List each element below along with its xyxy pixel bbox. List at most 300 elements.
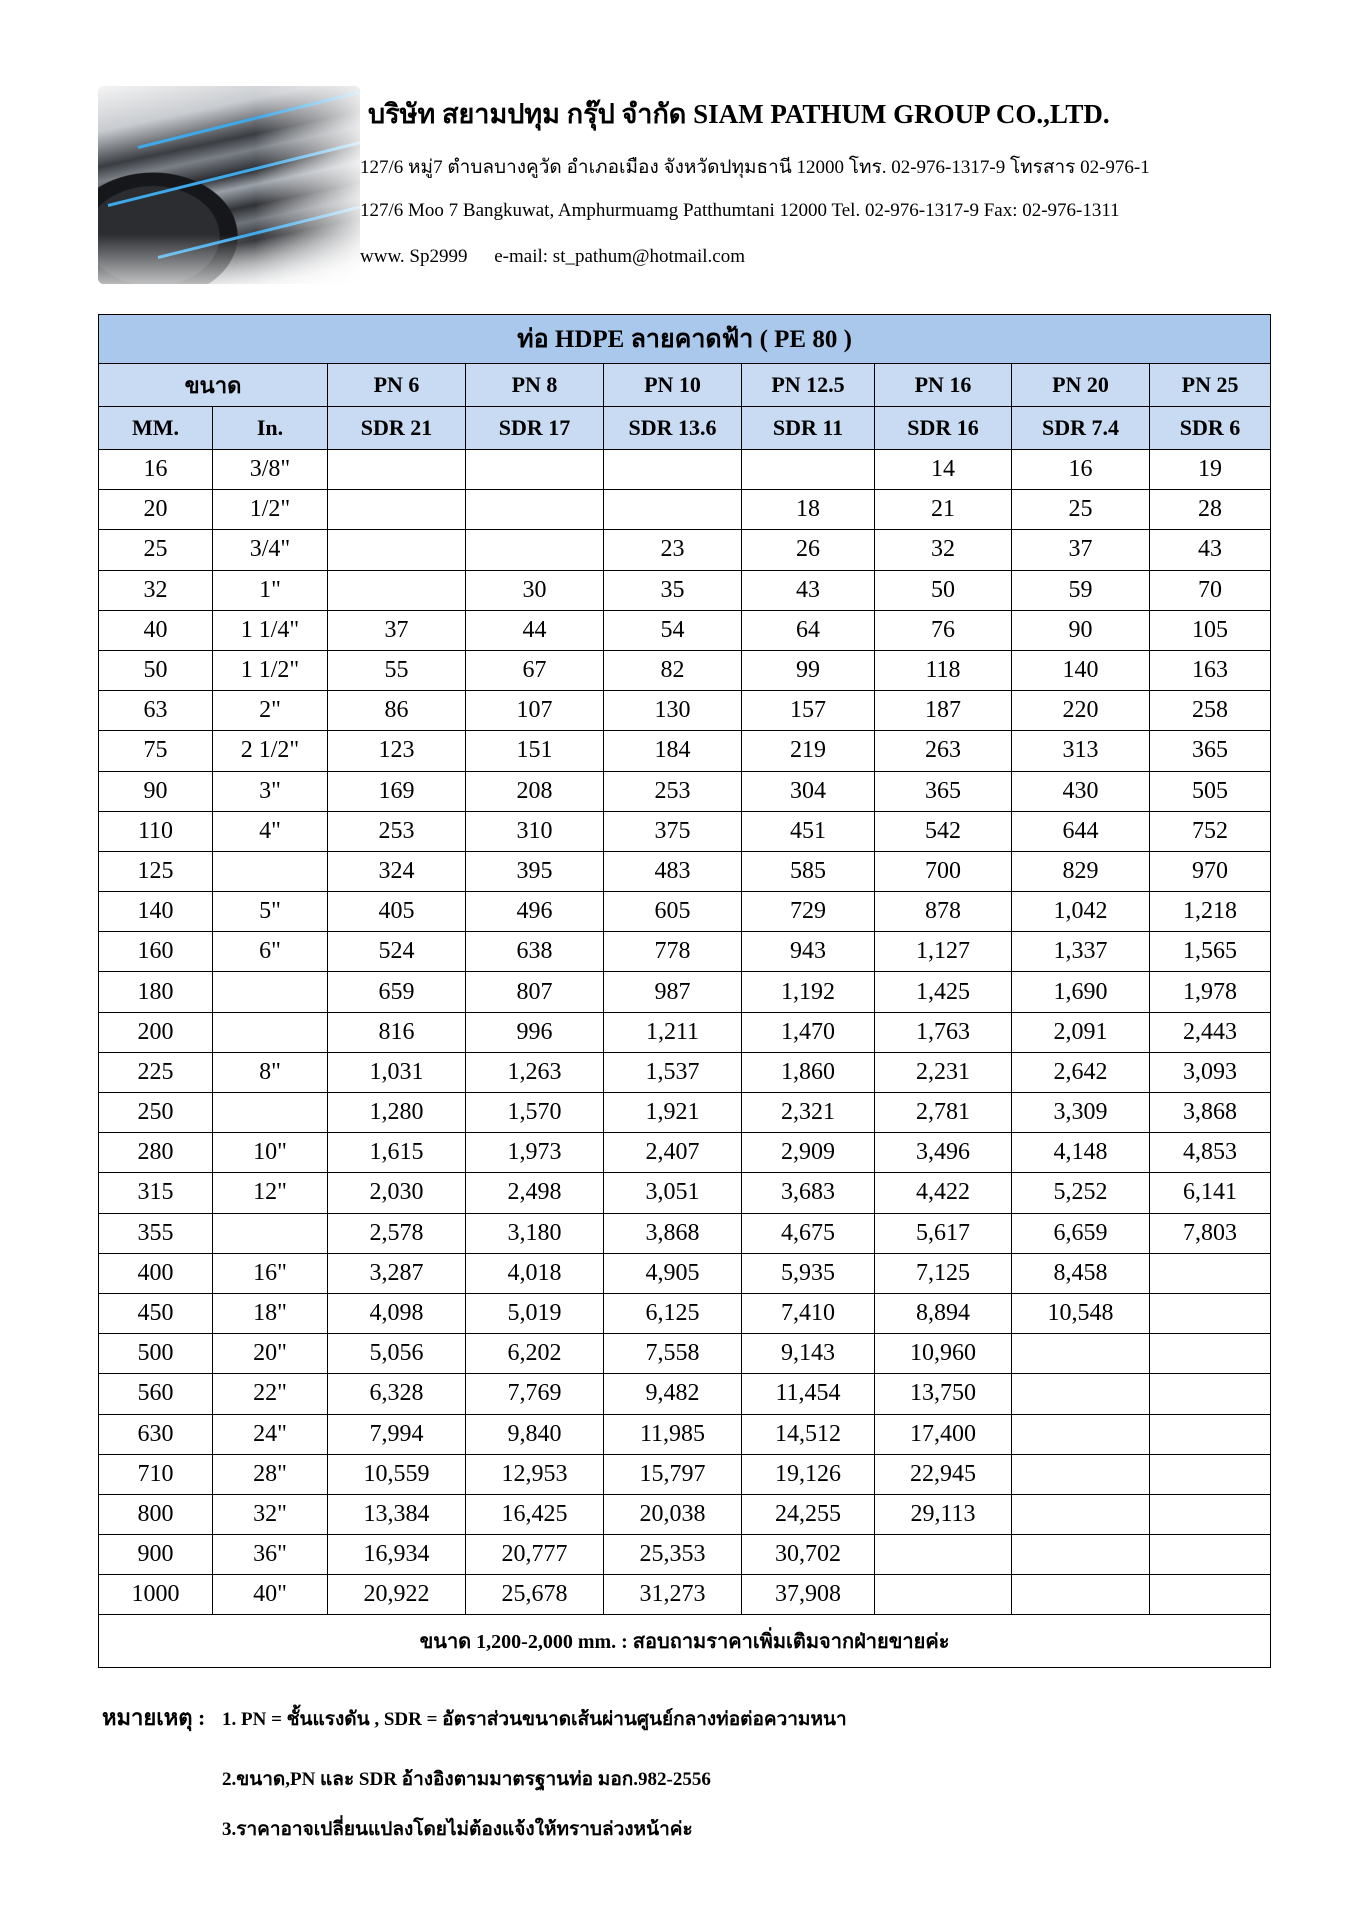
price-cell: 5,252 <box>1012 1173 1150 1213</box>
price-cell: 86 <box>328 691 466 731</box>
price-cell <box>1150 1454 1271 1494</box>
price-cell: 9,143 <box>742 1334 875 1374</box>
remarks-label: หมายเหตุ : <box>102 1705 206 1730</box>
sdr-header: SDR 16 <box>875 407 1012 450</box>
price-cell: 23 <box>604 530 742 570</box>
size-inch-cell: 16" <box>213 1253 328 1293</box>
sdr-header: SDR 21 <box>328 407 466 450</box>
price-cell: 878 <box>875 892 1012 932</box>
price-cell <box>1150 1374 1271 1414</box>
table-row <box>99 851 1271 891</box>
remark-item: 3.ราคาอาจเปลี่ยนแปลงโดยไม่ต้องแจ้งให้ทราบล่วงหน้าค่ะ <box>222 1819 693 1840</box>
price-cell: 483 <box>604 851 742 891</box>
price-cell: 3,868 <box>1150 1093 1271 1133</box>
price-cell: 2,781 <box>875 1093 1012 1133</box>
size-inch-cell: 4" <box>213 811 328 851</box>
size-mm-cell: 800 <box>99 1494 213 1534</box>
price-cell: 76 <box>875 610 1012 650</box>
size-mm-cell: 225 <box>99 1052 213 1092</box>
size-inch-cell: 3/8" <box>213 450 328 490</box>
website-link[interactable]: www. Sp2999 <box>360 246 468 267</box>
table-row <box>99 1535 1271 1575</box>
size-mm-cell: 110 <box>99 811 213 851</box>
price-cell: 15,797 <box>604 1454 742 1494</box>
size-inch-cell: 5" <box>213 892 328 932</box>
table-row <box>99 932 1271 972</box>
price-cell: 313 <box>1012 731 1150 771</box>
sdr-header: SDR 7.4 <box>1012 407 1150 450</box>
table-row <box>99 650 1271 690</box>
pn-header: PN 25 <box>1150 364 1271 407</box>
price-cell: 1,127 <box>875 932 1012 972</box>
price-cell: 184 <box>604 731 742 771</box>
price-cell: 2,443 <box>1150 1012 1271 1052</box>
table-row <box>99 570 1271 610</box>
price-cell: 996 <box>466 1012 604 1052</box>
price-cell: 1,978 <box>1150 972 1271 1012</box>
size-inch-cell: 18" <box>213 1293 328 1333</box>
price-cell: 30 <box>466 570 604 610</box>
price-cell: 8,894 <box>875 1293 1012 1333</box>
price-cell: 3,309 <box>1012 1093 1150 1133</box>
price-cell: 17,400 <box>875 1414 1012 1454</box>
size-inch-cell: 6" <box>213 932 328 972</box>
inch-header: In. <box>213 407 328 450</box>
price-cell: 6,328 <box>328 1374 466 1414</box>
price-cell: 3,180 <box>466 1213 604 1253</box>
table-row <box>99 1575 1271 1615</box>
hdpe-pipe-photo <box>98 86 360 284</box>
price-cell: 1,263 <box>466 1052 604 1092</box>
price-cell <box>1150 1535 1271 1575</box>
size-inch-cell <box>213 1093 328 1133</box>
table-row <box>99 892 1271 932</box>
price-cell: 9,840 <box>466 1414 604 1454</box>
size-mm-cell: 160 <box>99 932 213 972</box>
price-cell: 4,148 <box>1012 1133 1150 1173</box>
sdr-header: SDR 13.6 <box>604 407 742 450</box>
price-cell: 18 <box>742 490 875 530</box>
size-inch-cell: 12" <box>213 1173 328 1213</box>
table-row <box>99 1093 1271 1133</box>
price-cell <box>1150 1253 1271 1293</box>
price-cell: 1,690 <box>1012 972 1150 1012</box>
price-cell <box>1150 1414 1271 1454</box>
size-inch-cell: 3/4" <box>213 530 328 570</box>
size-inch-cell: 36" <box>213 1535 328 1575</box>
size-inch-cell: 28" <box>213 1454 328 1494</box>
price-cell: 50 <box>875 570 1012 610</box>
price-cell: 1,615 <box>328 1133 466 1173</box>
price-cell: 105 <box>1150 610 1271 650</box>
price-cell: 25,353 <box>604 1535 742 1575</box>
price-cell: 64 <box>742 610 875 650</box>
price-cell: 1,042 <box>1012 892 1150 932</box>
price-cell: 1,337 <box>1012 932 1150 972</box>
size-inch-cell: 1 1/4" <box>213 610 328 650</box>
price-cell <box>742 450 875 490</box>
price-cell: 187 <box>875 691 1012 731</box>
price-cell: 7,803 <box>1150 1213 1271 1253</box>
size-mm-cell: 450 <box>99 1293 213 1333</box>
price-cell: 638 <box>466 932 604 972</box>
price-cell: 2,030 <box>328 1173 466 1213</box>
remark-item: 2.ขนาด,PN และ SDR อ้างอิงตามมาตรฐานท่อ มอก.982-2556 <box>222 1769 711 1790</box>
size-mm-cell: 630 <box>99 1414 213 1454</box>
pn-header-row <box>99 364 1271 407</box>
size-mm-cell: 710 <box>99 1454 213 1494</box>
price-cell: 16 <box>1012 450 1150 490</box>
price-cell <box>1012 1374 1150 1414</box>
price-cell: 524 <box>328 932 466 972</box>
table-row <box>99 1173 1271 1213</box>
price-cell: 21 <box>875 490 1012 530</box>
size-header: ขนาด <box>99 364 328 407</box>
price-cell: 3,683 <box>742 1173 875 1213</box>
table-row <box>99 530 1271 570</box>
price-cell: 28 <box>1150 490 1271 530</box>
price-cell: 659 <box>328 972 466 1012</box>
pn-header: PN 20 <box>1012 364 1150 407</box>
price-cell <box>1150 1575 1271 1615</box>
price-cell: 2,321 <box>742 1093 875 1133</box>
price-cell <box>466 530 604 570</box>
table-row <box>99 1293 1271 1333</box>
price-cell: 208 <box>466 771 604 811</box>
address-thai: 127/6 หมู่7 ตำบลบางคูวัด อำเภอเมือง จังหวัดปทุมธานี 12000 โทร. 02-976-1317-9 โทรสาร 02-976-1 <box>360 157 1150 178</box>
price-cell: 99 <box>742 650 875 690</box>
price-cell: 2,578 <box>328 1213 466 1253</box>
price-cell: 6,659 <box>1012 1213 1150 1253</box>
size-inch-cell: 1" <box>213 570 328 610</box>
table-row <box>99 1052 1271 1092</box>
price-cell: 496 <box>466 892 604 932</box>
price-cell: 44 <box>466 610 604 650</box>
price-cell: 14,512 <box>742 1414 875 1454</box>
price-cell: 4,675 <box>742 1213 875 1253</box>
size-inch-cell <box>213 1213 328 1253</box>
price-cell: 3,287 <box>328 1253 466 1293</box>
company-name: บริษัท สยามปทุม กรุ๊ป จำกัด SIAM PATHUM GROUP CO.,LTD. <box>368 99 1110 129</box>
price-cell: 807 <box>466 972 604 1012</box>
price-cell: 700 <box>875 851 1012 891</box>
price-cell: 729 <box>742 892 875 932</box>
size-mm-cell: 200 <box>99 1012 213 1052</box>
price-cell: 1,537 <box>604 1052 742 1092</box>
price-cell: 1,860 <box>742 1052 875 1092</box>
price-cell: 22,945 <box>875 1454 1012 1494</box>
price-cell: 37,908 <box>742 1575 875 1615</box>
price-cell: 130 <box>604 691 742 731</box>
table-row <box>99 610 1271 650</box>
table-row <box>99 1414 1271 1454</box>
table-row <box>99 1253 1271 1293</box>
size-inch-cell: 3" <box>213 771 328 811</box>
price-cell: 13,750 <box>875 1374 1012 1414</box>
price-cell: 10,559 <box>328 1454 466 1494</box>
price-cell: 7,125 <box>875 1253 1012 1293</box>
price-cell: 10,548 <box>1012 1293 1150 1333</box>
price-cell: 43 <box>1150 530 1271 570</box>
pn-header: PN 16 <box>875 364 1012 407</box>
price-cell: 6,125 <box>604 1293 742 1333</box>
price-cell: 107 <box>466 691 604 731</box>
price-cell: 16,425 <box>466 1494 604 1534</box>
hdpe-price-table <box>98 314 1271 1668</box>
price-cell: 1,921 <box>604 1093 742 1133</box>
size-inch-cell: 10" <box>213 1133 328 1173</box>
price-cell <box>604 450 742 490</box>
contact-line <box>360 246 745 268</box>
price-cell: 26 <box>742 530 875 570</box>
size-inch-cell <box>213 1012 328 1052</box>
size-inch-cell: 8" <box>213 1052 328 1092</box>
email-link[interactable]: e-mail: st_pathum@hotmail.com <box>494 246 745 267</box>
size-mm-cell: 90 <box>99 771 213 811</box>
price-cell: 451 <box>742 811 875 851</box>
price-cell: 5,617 <box>875 1213 1012 1253</box>
pn-header: PN 10 <box>604 364 742 407</box>
size-mm-cell: 20 <box>99 490 213 530</box>
price-cell: 2,091 <box>1012 1012 1150 1052</box>
price-cell: 253 <box>604 771 742 811</box>
price-cell: 829 <box>1012 851 1150 891</box>
price-cell: 20,777 <box>466 1535 604 1575</box>
size-mm-cell: 125 <box>99 851 213 891</box>
price-cell: 970 <box>1150 851 1271 891</box>
price-cell: 43 <box>742 570 875 610</box>
price-cell: 943 <box>742 932 875 972</box>
price-cell: 12,953 <box>466 1454 604 1494</box>
company-header <box>98 78 1278 288</box>
price-cell <box>328 450 466 490</box>
size-mm-cell: 355 <box>99 1213 213 1253</box>
price-cell: 4,853 <box>1150 1133 1271 1173</box>
price-cell <box>875 1535 1012 1575</box>
price-cell: 169 <box>328 771 466 811</box>
price-cell <box>875 1575 1012 1615</box>
table-row <box>99 1374 1271 1414</box>
price-cell: 816 <box>328 1012 466 1052</box>
price-cell <box>328 530 466 570</box>
size-mm-cell: 250 <box>99 1093 213 1133</box>
price-cell: 140 <box>1012 650 1150 690</box>
pn-header: PN 8 <box>466 364 604 407</box>
size-inch-cell: 2 1/2" <box>213 731 328 771</box>
size-inch-cell: 24" <box>213 1414 328 1454</box>
price-cell: 324 <box>328 851 466 891</box>
price-cell: 7,558 <box>604 1334 742 1374</box>
table-row <box>99 972 1271 1012</box>
price-cell <box>328 570 466 610</box>
price-cell: 1,570 <box>466 1093 604 1133</box>
price-cell: 1,425 <box>875 972 1012 1012</box>
pn-header: PN 6 <box>328 364 466 407</box>
price-cell: 778 <box>604 932 742 972</box>
price-cell: 10,960 <box>875 1334 1012 1374</box>
price-cell: 151 <box>466 731 604 771</box>
price-cell <box>1012 1494 1150 1534</box>
size-inch-cell: 2" <box>213 691 328 731</box>
price-cell: 1,218 <box>1150 892 1271 932</box>
price-cell: 304 <box>742 771 875 811</box>
table-row <box>99 1494 1271 1534</box>
price-cell: 505 <box>1150 771 1271 811</box>
price-cell: 157 <box>742 691 875 731</box>
price-cell: 37 <box>1012 530 1150 570</box>
pn-header: PN 12.5 <box>742 364 875 407</box>
price-cell: 605 <box>604 892 742 932</box>
price-cell <box>466 450 604 490</box>
price-cell: 2,407 <box>604 1133 742 1173</box>
price-cell <box>1150 1293 1271 1333</box>
size-mm-cell: 560 <box>99 1374 213 1414</box>
table-row <box>99 1012 1271 1052</box>
price-cell: 258 <box>1150 691 1271 731</box>
price-cell: 1,280 <box>328 1093 466 1133</box>
address-english: 127/6 Moo 7 Bangkuwat, Amphurmuamg Patthumtani 12000 Tel. 02-976-1317-9 Fax: 02-976-1311 <box>360 200 1120 221</box>
price-cell: 220 <box>1012 691 1150 731</box>
price-cell: 6,202 <box>466 1334 604 1374</box>
size-mm-cell: 400 <box>99 1253 213 1293</box>
price-cell: 35 <box>604 570 742 610</box>
price-cell <box>1012 1334 1150 1374</box>
price-cell <box>1012 1535 1150 1575</box>
price-cell: 11,985 <box>604 1414 742 1454</box>
table-footer-note: ขนาด 1,200-2,000 mm. : สอบถามราคาเพิ่มเติมจากฝ่ายขายค่ะ <box>99 1615 1271 1668</box>
price-cell: 4,422 <box>875 1173 1012 1213</box>
sdr-header: SDR 17 <box>466 407 604 450</box>
size-inch-cell: 40" <box>213 1575 328 1615</box>
table-row <box>99 490 1271 530</box>
price-cell: 31,273 <box>604 1575 742 1615</box>
size-mm-cell: 500 <box>99 1334 213 1374</box>
mm-header: MM. <box>99 407 213 450</box>
price-cell: 7,769 <box>466 1374 604 1414</box>
size-mm-cell: 75 <box>99 731 213 771</box>
price-cell: 30,702 <box>742 1535 875 1575</box>
price-cell: 54 <box>604 610 742 650</box>
price-cell: 29,113 <box>875 1494 1012 1534</box>
price-cell: 4,018 <box>466 1253 604 1293</box>
remark-item: 1. PN = ชั้นแรงดัน , SDR = อัตราส่วนขนาดเส้นผ่านศูนย์กลางท่อต่อความหนา <box>222 1709 847 1730</box>
size-mm-cell: 280 <box>99 1133 213 1173</box>
price-cell: 1,031 <box>328 1052 466 1092</box>
price-cell: 375 <box>604 811 742 851</box>
price-cell: 542 <box>875 811 1012 851</box>
size-mm-cell: 140 <box>99 892 213 932</box>
price-cell: 37 <box>328 610 466 650</box>
price-cell: 163 <box>1150 650 1271 690</box>
size-mm-cell: 16 <box>99 450 213 490</box>
price-cell: 14 <box>875 450 1012 490</box>
price-cell: 1,470 <box>742 1012 875 1052</box>
table-row <box>99 1133 1271 1173</box>
price-cell: 5,019 <box>466 1293 604 1333</box>
size-mm-cell: 40 <box>99 610 213 650</box>
price-cell: 3,051 <box>604 1173 742 1213</box>
price-cell: 25,678 <box>466 1575 604 1615</box>
price-cell: 90 <box>1012 610 1150 650</box>
price-cell: 3,496 <box>875 1133 1012 1173</box>
size-inch-cell: 1 1/2" <box>213 650 328 690</box>
size-mm-cell: 25 <box>99 530 213 570</box>
price-cell: 1,211 <box>604 1012 742 1052</box>
price-cell: 365 <box>875 771 1012 811</box>
price-cell: 19 <box>1150 450 1271 490</box>
price-cell: 7,410 <box>742 1293 875 1333</box>
price-cell: 123 <box>328 731 466 771</box>
price-cell: 4,905 <box>604 1253 742 1293</box>
size-mm-cell: 900 <box>99 1535 213 1575</box>
sdr-header: SDR 6 <box>1150 407 1271 450</box>
price-cell: 55 <box>328 650 466 690</box>
table-row <box>99 1454 1271 1494</box>
table-row <box>99 811 1271 851</box>
size-mm-cell: 32 <box>99 570 213 610</box>
size-inch-cell: 20" <box>213 1334 328 1374</box>
price-cell: 2,909 <box>742 1133 875 1173</box>
size-inch-cell: 22" <box>213 1374 328 1414</box>
price-cell: 82 <box>604 650 742 690</box>
size-mm-cell: 180 <box>99 972 213 1012</box>
size-inch-cell <box>213 851 328 891</box>
price-cell: 585 <box>742 851 875 891</box>
price-cell <box>1012 1414 1150 1454</box>
table-row <box>99 1213 1271 1253</box>
price-cell: 310 <box>466 811 604 851</box>
price-cell: 4,098 <box>328 1293 466 1333</box>
price-cell: 1,763 <box>875 1012 1012 1052</box>
price-cell: 32 <box>875 530 1012 570</box>
price-cell: 19,126 <box>742 1454 875 1494</box>
price-cell: 20,922 <box>328 1575 466 1615</box>
price-cell: 987 <box>604 972 742 1012</box>
price-cell: 219 <box>742 731 875 771</box>
price-cell: 395 <box>466 851 604 891</box>
price-cell: 7,994 <box>328 1414 466 1454</box>
price-cell <box>328 490 466 530</box>
price-cell: 118 <box>875 650 1012 690</box>
price-cell: 16,934 <box>328 1535 466 1575</box>
price-cell: 24,255 <box>742 1494 875 1534</box>
size-inch-cell: 32" <box>213 1494 328 1534</box>
sdr-header: SDR 11 <box>742 407 875 450</box>
size-inch-cell: 1/2" <box>213 490 328 530</box>
price-cell: 25 <box>1012 490 1150 530</box>
price-cell <box>604 490 742 530</box>
price-cell: 263 <box>875 731 1012 771</box>
table-row <box>99 731 1271 771</box>
price-cell: 405 <box>328 892 466 932</box>
table-row <box>99 1334 1271 1374</box>
size-mm-cell: 50 <box>99 650 213 690</box>
table-row <box>99 450 1271 490</box>
price-cell: 644 <box>1012 811 1150 851</box>
price-cell: 1,565 <box>1150 932 1271 972</box>
price-cell: 6,141 <box>1150 1173 1271 1213</box>
sdr-header-row <box>99 407 1271 450</box>
price-cell: 67 <box>466 650 604 690</box>
price-cell: 2,231 <box>875 1052 1012 1092</box>
price-cell <box>466 490 604 530</box>
price-cell <box>1012 1454 1150 1494</box>
price-cell: 3,868 <box>604 1213 742 1253</box>
price-cell: 11,454 <box>742 1374 875 1414</box>
price-cell: 2,498 <box>466 1173 604 1213</box>
size-mm-cell: 1000 <box>99 1575 213 1615</box>
price-cell <box>1150 1334 1271 1374</box>
